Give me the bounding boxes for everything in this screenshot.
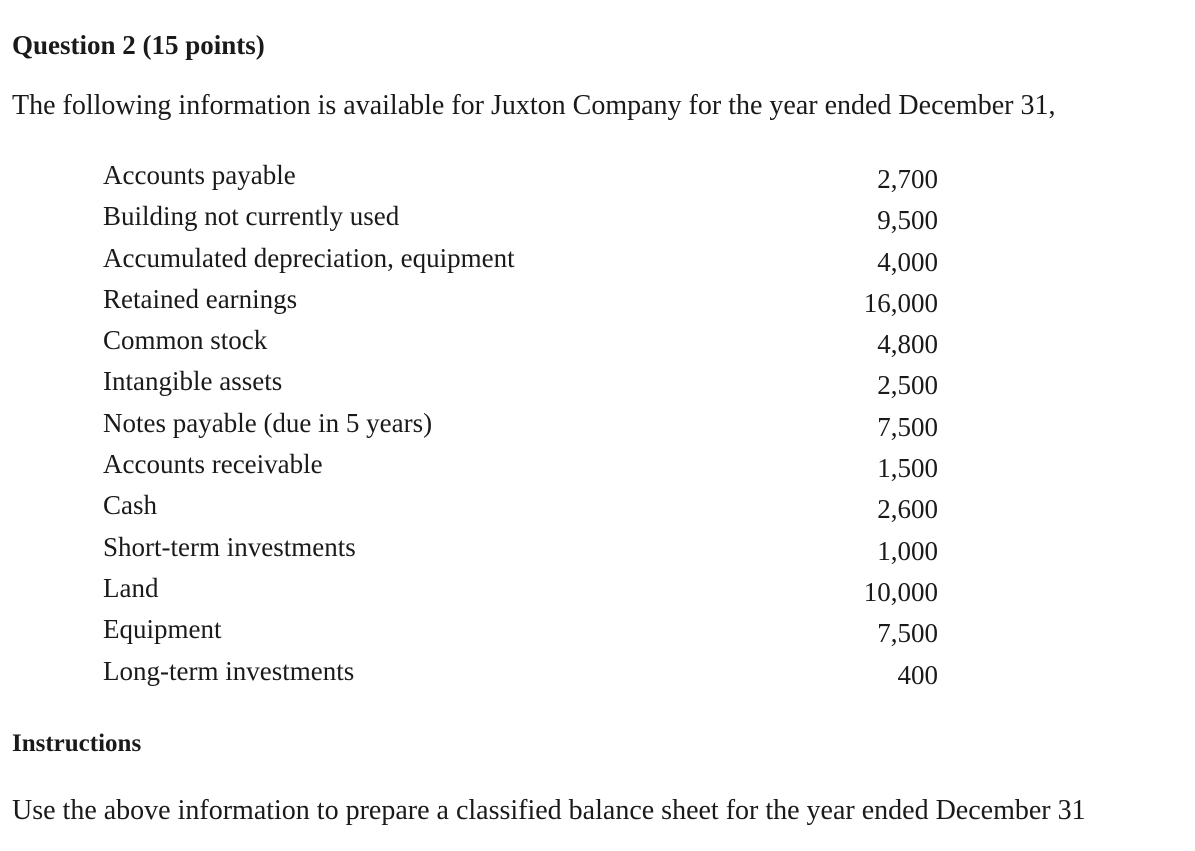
account-amount: 10,000 xyxy=(863,576,938,607)
account-row xyxy=(103,320,938,361)
account-row xyxy=(103,155,938,196)
question-title: Question 2 (15 points) xyxy=(12,30,265,60)
account-amount: 2,700 xyxy=(877,164,938,194)
account-label: Retained earnings xyxy=(103,283,298,314)
account-amount: 2,600 xyxy=(877,494,938,525)
account-label: Short-term investments xyxy=(103,531,356,562)
account-label: Common stock xyxy=(103,325,268,356)
account-row xyxy=(103,444,938,485)
account-amount: 7,500 xyxy=(877,411,938,442)
account-label: Cash xyxy=(103,490,157,521)
question-intro: The following information is available for Juxton Company for the year ended December 31, xyxy=(12,90,1056,121)
account-row xyxy=(103,238,938,279)
account-row xyxy=(103,568,938,609)
account-amount: 4,800 xyxy=(877,329,938,360)
account-amount: 1,500 xyxy=(877,453,938,484)
account-row xyxy=(103,651,938,692)
account-label: Equipment xyxy=(103,614,222,645)
account-label: Accumulated depreciation, equipment xyxy=(103,242,515,273)
account-row xyxy=(103,361,938,402)
account-row xyxy=(103,609,938,650)
account-row xyxy=(103,485,938,526)
account-amount: 2,500 xyxy=(877,370,938,401)
account-label: Land xyxy=(103,572,159,603)
account-row xyxy=(103,527,938,568)
instructions-heading: Instructions xyxy=(12,730,142,757)
account-label: Accounts payable xyxy=(103,160,296,190)
account-amount: 4,000 xyxy=(877,246,938,277)
account-label: Intangible assets xyxy=(103,366,283,397)
account-amount: 16,000 xyxy=(863,287,938,318)
account-amount: 9,500 xyxy=(877,205,938,236)
account-label: Accounts receivable xyxy=(103,449,323,480)
account-amount: 7,500 xyxy=(877,618,938,649)
account-row xyxy=(103,196,938,237)
account-label: Long-term investments xyxy=(103,655,355,686)
account-label: Notes payable (due in 5 years) xyxy=(103,407,433,438)
account-row xyxy=(103,279,938,320)
account-row xyxy=(103,403,938,444)
instructions-text: Use the above information to prepare a classified balance sheet for the year ended December 31 xyxy=(12,795,1086,826)
account-label: Building not currently used xyxy=(103,201,400,232)
account-amount: 400 xyxy=(897,659,938,690)
account-list xyxy=(103,155,938,692)
account-amount: 1,000 xyxy=(877,535,938,566)
